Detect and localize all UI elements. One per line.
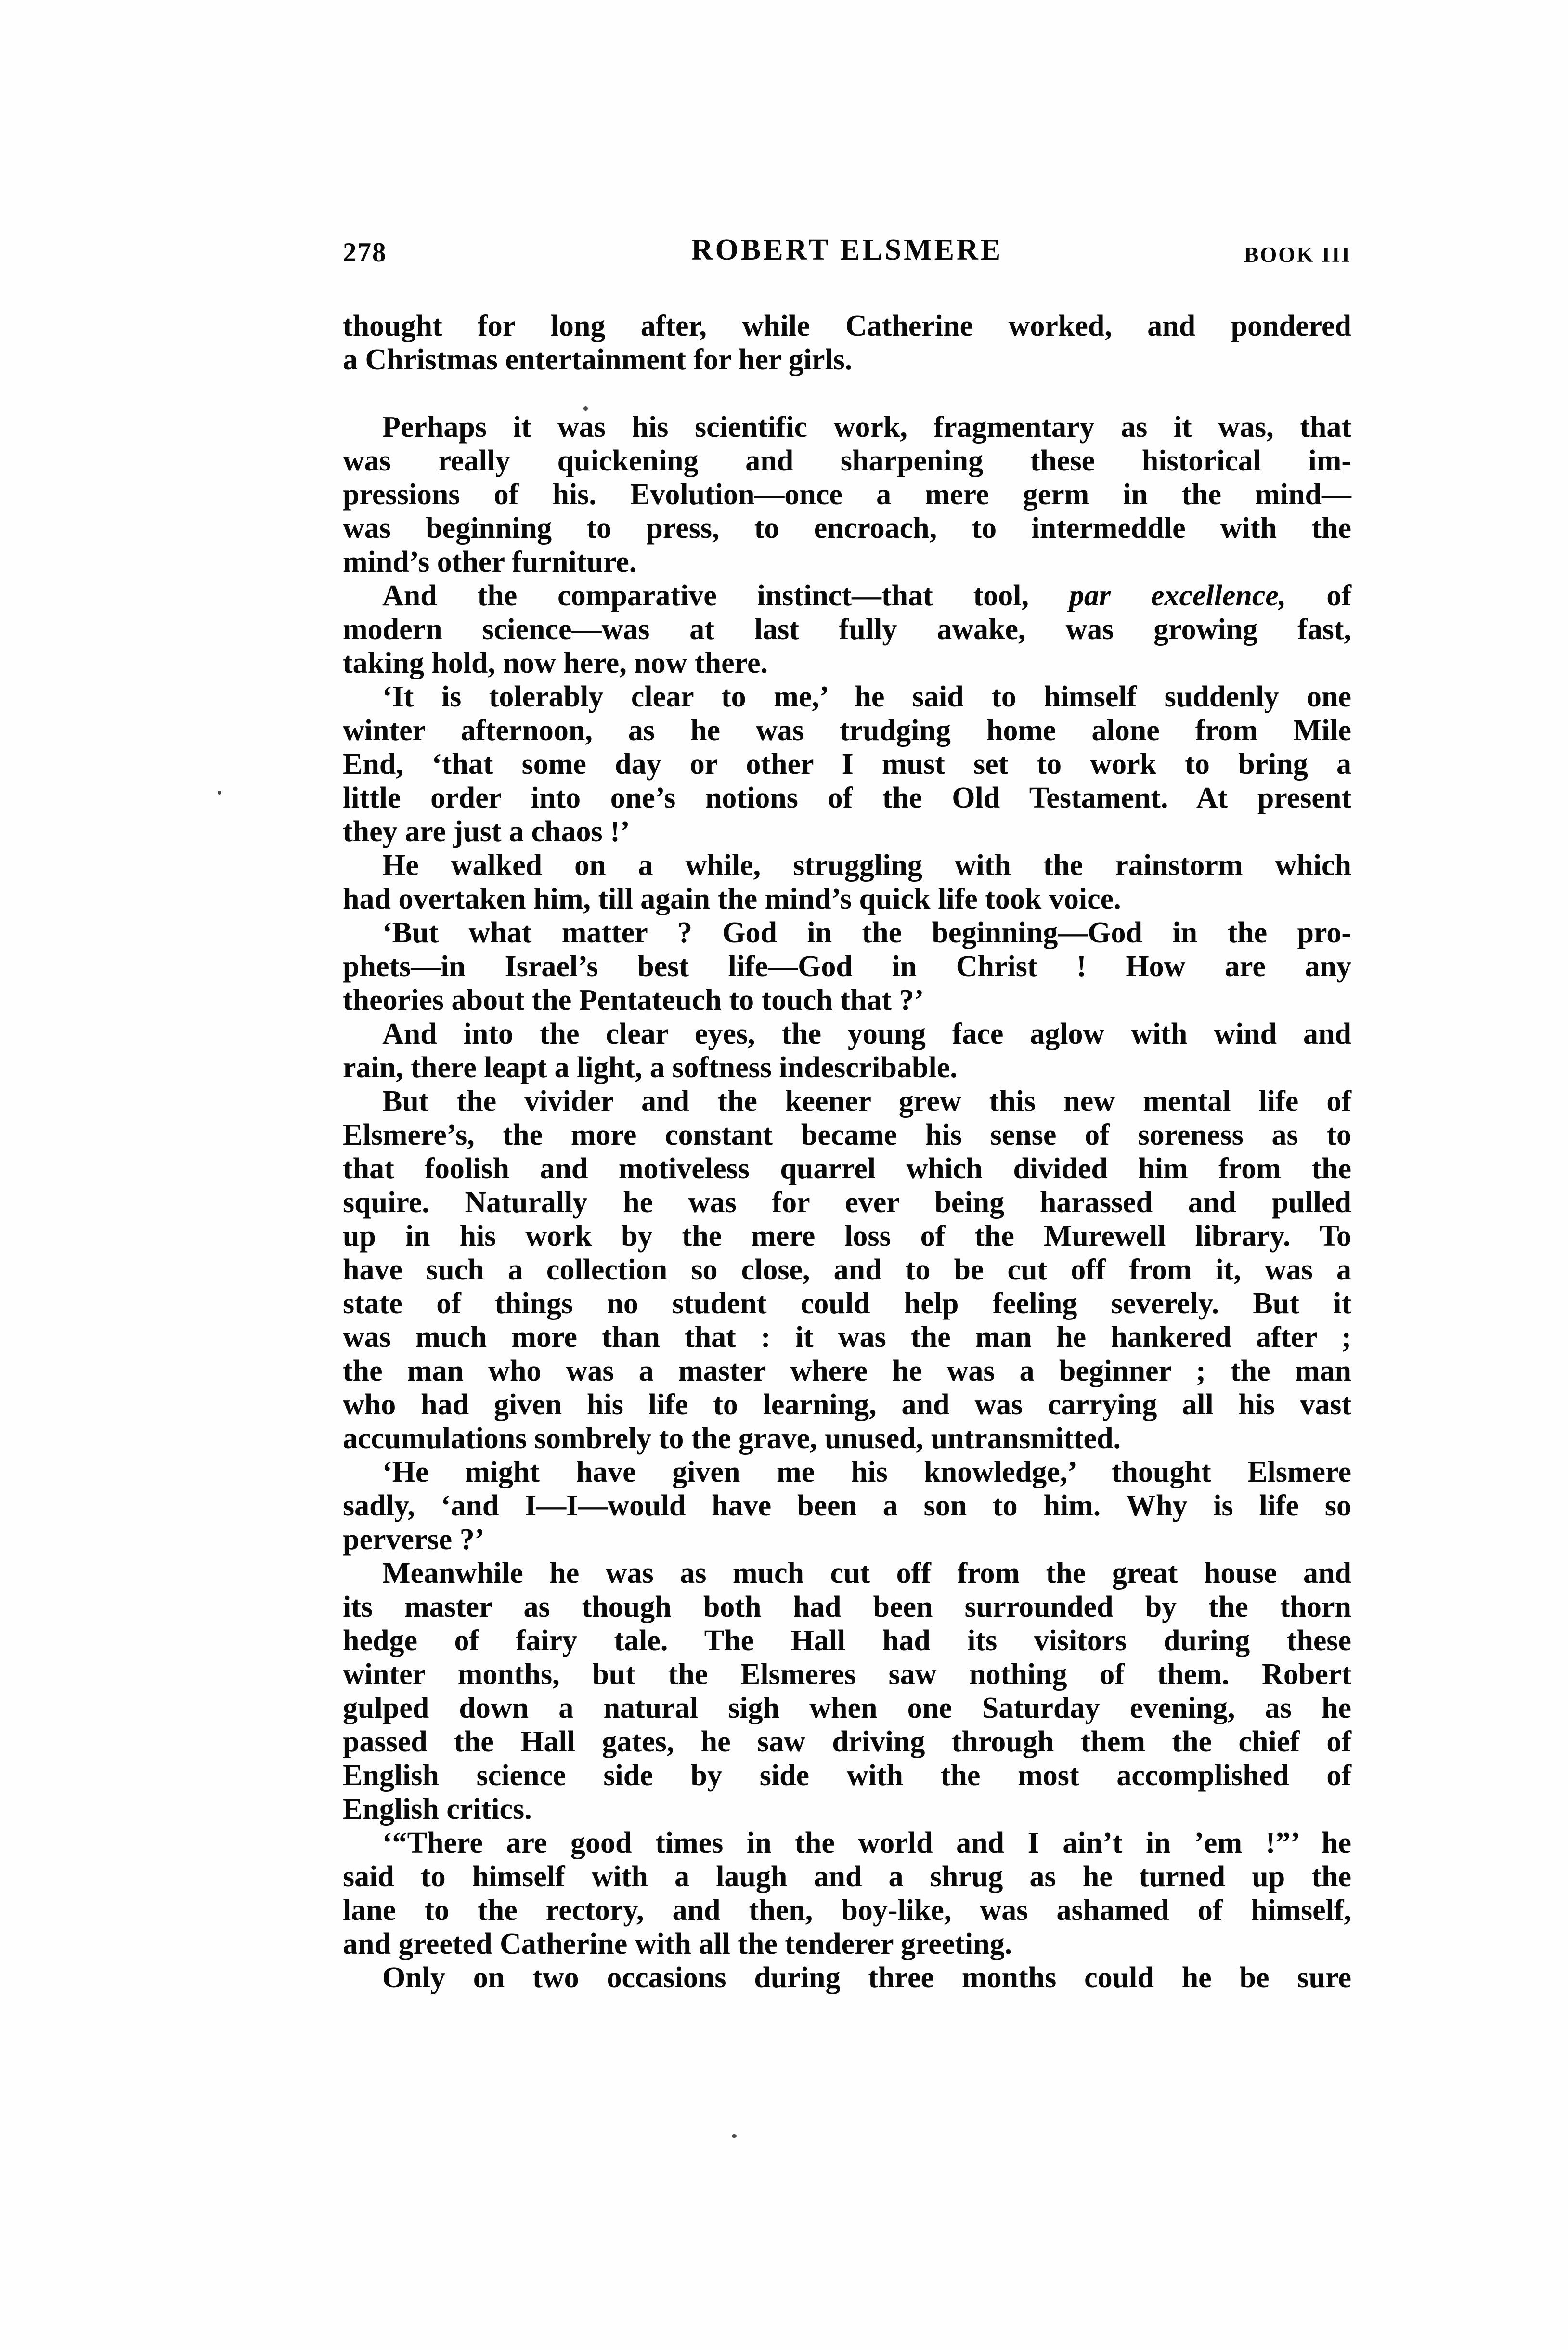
text-line: its master as though both had been surrounded by the thorn <box>343 1591 1351 1623</box>
text-line: rain, there leapt a light, a softness indescribable. <box>343 1051 958 1084</box>
text-line: gulped down a natural sigh when one Saturday evening, as he <box>343 1692 1351 1724</box>
text-line: thought for long after, while Catherine worked, and pondered <box>343 310 1351 342</box>
page-header <box>343 233 1351 271</box>
text-line: passed the Hall gates, he saw driving through them the chief of <box>343 1725 1351 1758</box>
text-line: they are just a chaos !’ <box>343 815 630 848</box>
text-line: and greeted Catherine with all the tenderer greeting. <box>343 1928 1012 1960</box>
paragraph <box>343 1017 1351 1084</box>
text-line: perverse ?’ <box>343 1523 485 1556</box>
text-line: End, ‘that some day or other I must set to work to bring a <box>343 748 1351 781</box>
text-line: ‘But what matter ? God in the beginning—God in the pro- <box>382 916 1351 949</box>
text-line: ‘It is tolerably clear to me,’ he said to himself suddenly one <box>382 680 1351 713</box>
text-line: ‘“There are good times in the world and I ain’t in ’em !”’ he <box>382 1827 1351 1859</box>
book-label: BOOK III <box>1244 243 1351 267</box>
text-line: He walked on a while, struggling with the rainstorm which <box>382 849 1351 882</box>
scan-speck <box>218 791 221 795</box>
text-line: lane to the rectory, and then, boy-like, was ashamed of himself, <box>343 1894 1351 1927</box>
text-line: mind’s other furniture. <box>343 546 637 578</box>
text-line: had overtaken him, till again the mind’s quick life took voice. <box>343 883 1121 915</box>
text-line: a Christmas entertainment for her girls. <box>343 343 853 376</box>
paragraph <box>343 309 1351 377</box>
text-line: phets—in Israel’s best life—God in Christ ! How are any <box>343 950 1351 983</box>
text-line: was beginning to press, to encroach, to intermeddle with the <box>343 512 1351 545</box>
text-line: have such a collection so close, and to be cut off from it, was a <box>343 1253 1351 1286</box>
paragraph <box>343 1455 1351 1556</box>
text-line: pressions of his. Evolution—once a mere germ in the mind— <box>343 478 1351 511</box>
paragraph <box>343 1556 1351 1826</box>
text-line: that foolish and motiveless quarrel which divided him from the <box>343 1152 1351 1185</box>
text-block <box>343 309 1351 1995</box>
scan-speck <box>732 2134 737 2138</box>
text-line: taking hold, now here, now there. <box>343 647 768 679</box>
text-line: hedge of fairy tale. The Hall had its visitors during these <box>343 1624 1351 1657</box>
text-line: said to himself with a laugh and a shrug as he turned up the <box>343 1860 1351 1893</box>
text-line: English critics. <box>343 1793 532 1826</box>
paragraph <box>343 410 1351 579</box>
paragraph <box>343 1084 1351 1455</box>
text-line: Only on two occasions during three months could he be sure <box>382 1961 1351 1994</box>
text-line: squire. Naturally he was for ever being harassed and pulled <box>343 1186 1351 1219</box>
text-line: English science side by side with the most accomplished of <box>343 1759 1351 1792</box>
paragraph <box>343 849 1351 916</box>
text-line: winter afternoon, as he was trudging home alone from Mile <box>343 714 1351 747</box>
text-line: sadly, ‘and I—I—would have been a son to him. Why is life so <box>343 1489 1351 1522</box>
paragraph <box>343 680 1351 849</box>
text-line: But the vivider and the keener grew this new mental life of <box>382 1085 1351 1118</box>
scan-speck <box>583 406 588 411</box>
text-line: Meanwhile he was as much cut off from the great house and <box>382 1557 1351 1590</box>
text-line: ‘He might have given me his knowledge,’ thought Elsmere <box>382 1456 1351 1488</box>
text-line: And the comparative instinct—that tool, par excellence, of <box>382 579 1351 612</box>
text-line: up in his work by the mere loss of the Murewell library. To <box>343 1220 1351 1253</box>
text-line: modern science—was at last fully awake, was growing fast, <box>343 613 1351 646</box>
page-number: 278 <box>343 237 387 268</box>
text-line: little order into one’s notions of the Old Testament. At present <box>343 782 1351 814</box>
text-line: Perhaps it was his scientific work, fragmentary as it was, that <box>382 411 1351 444</box>
text-line: who had given his life to learning, and was carrying all his vast <box>343 1388 1351 1421</box>
text-line: And into the clear eyes, the young face aglow with wind and <box>382 1018 1351 1050</box>
paragraph <box>343 1961 1351 1995</box>
paragraph <box>343 916 1351 1017</box>
text-line: the man who was a master where he was a beginner ; the man <box>343 1355 1351 1387</box>
text-line: accumulations sombrely to the grave, unused, untransmitted. <box>343 1422 1121 1455</box>
text-line: winter months, but the Elsmeres saw nothing of them. Robert <box>343 1658 1351 1691</box>
text-line: theories about the Pentateuch to touch that ?’ <box>343 984 924 1017</box>
text-line: was really quickening and sharpening these historical im- <box>343 444 1351 477</box>
paragraph <box>343 579 1351 680</box>
text-line: was much more than that : it was the man he hankered after ; <box>343 1321 1351 1354</box>
paragraph <box>343 1826 1351 1961</box>
text-line: state of things no student could help feeling severely. But it <box>343 1287 1351 1320</box>
text-line: Elsmere’s, the more constant became his sense of soreness as to <box>343 1119 1351 1151</box>
running-title: ROBERT ELSMERE <box>691 234 1003 266</box>
